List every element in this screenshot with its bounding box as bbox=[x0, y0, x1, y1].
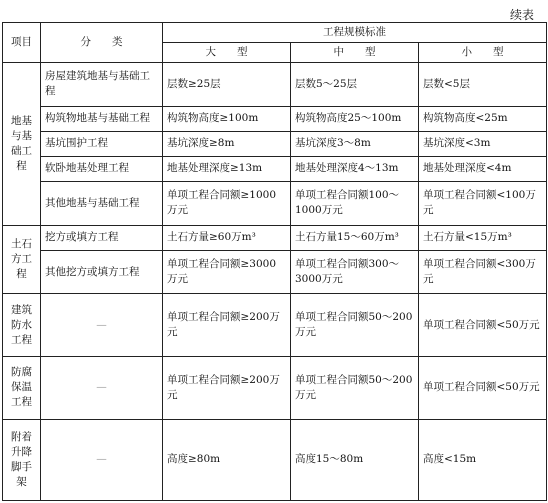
table-row bbox=[3, 181, 547, 225]
cell-medium: 基坑深度3～8m bbox=[291, 131, 419, 156]
cell-medium: 高度15～80m bbox=[291, 419, 419, 500]
cell-category: 房屋建筑地基与基础工程 bbox=[41, 63, 163, 107]
cell-large: 高度≥80m bbox=[163, 419, 291, 500]
group-scaffold: 附着升降脚手架 bbox=[3, 419, 41, 500]
table-row bbox=[3, 225, 547, 250]
table-row bbox=[3, 131, 547, 156]
header-large: 大 型 bbox=[163, 43, 291, 63]
header-small: 小 型 bbox=[419, 43, 547, 63]
cell-category: 其他地基与基础工程 bbox=[41, 181, 163, 225]
group-foundation: 地基与基础工程 bbox=[3, 63, 41, 226]
table-row bbox=[3, 106, 547, 131]
cell-large: 构筑物高度≥100m bbox=[163, 106, 291, 131]
cell-medium: 单项工程合同额300～3000万元 bbox=[291, 250, 419, 294]
cell-small: 地基处理深度<4m bbox=[419, 156, 547, 181]
cell-category: — bbox=[41, 357, 163, 420]
cell-category: — bbox=[41, 419, 163, 500]
cell-medium: 土石方量15～60万m³ bbox=[291, 225, 419, 250]
cell-medium: 地基处理深度4～13m bbox=[291, 156, 419, 181]
cell-medium: 构筑物高度25～100m bbox=[291, 106, 419, 131]
header-category: 分 类 bbox=[41, 23, 163, 63]
cell-large: 地基处理深度≥13m bbox=[163, 156, 291, 181]
table-caption: 续表 bbox=[509, 8, 534, 22]
cell-large: 单项工程合同额≥200万元 bbox=[163, 294, 291, 357]
cell-small: 层数<5层 bbox=[419, 63, 547, 107]
cell-large: 基坑深度≥8m bbox=[163, 131, 291, 156]
cell-category: 构筑物地基与基础工程 bbox=[41, 106, 163, 131]
group-waterproof: 建筑防水工程 bbox=[3, 294, 41, 357]
header-medium: 中 型 bbox=[291, 43, 419, 63]
table-row bbox=[3, 419, 547, 500]
cell-small: 高度<15m bbox=[419, 419, 547, 500]
group-anticorrosion: 防腐保温工程 bbox=[3, 357, 41, 420]
cell-medium: 层数5～25层 bbox=[291, 63, 419, 107]
table-row bbox=[3, 63, 547, 107]
engineering-scale-table bbox=[2, 22, 547, 501]
cell-medium: 单项工程合同额50～200万元 bbox=[291, 294, 419, 357]
header-standard: 工程规模标准 bbox=[163, 23, 547, 43]
table-row bbox=[3, 156, 547, 181]
cell-large: 土石方量≥60万m³ bbox=[163, 225, 291, 250]
cell-small: 构筑物高度<25m bbox=[419, 106, 547, 131]
cell-large: 单项工程合同额≥200万元 bbox=[163, 357, 291, 420]
cell-medium: 单项工程合同额100～1000万元 bbox=[291, 181, 419, 225]
cell-category: 软卧地基处理工程 bbox=[41, 156, 163, 181]
header-row bbox=[3, 23, 547, 43]
cell-small: 单项工程合同额<100万元 bbox=[419, 181, 547, 225]
cell-medium: 单项工程合同额50～200万元 bbox=[291, 357, 419, 420]
cell-category: — bbox=[41, 294, 163, 357]
cell-small: 单项工程合同额<50万元 bbox=[419, 294, 547, 357]
header-project: 项目 bbox=[3, 23, 41, 63]
cell-category: 其他挖方或填方工程 bbox=[41, 250, 163, 294]
cell-small: 基坑深度<3m bbox=[419, 131, 547, 156]
cell-large: 单项工程合同额≥3000万元 bbox=[163, 250, 291, 294]
cell-large: 层数≥25层 bbox=[163, 63, 291, 107]
group-earthwork: 土石方工程 bbox=[3, 225, 41, 294]
table-row bbox=[3, 294, 547, 357]
table-row bbox=[3, 357, 547, 420]
cell-category: 挖方或填方工程 bbox=[41, 225, 163, 250]
cell-category: 基坑围护工程 bbox=[41, 131, 163, 156]
cell-small: 单项工程合同额<50万元 bbox=[419, 357, 547, 420]
cell-small: 土石方量<15万m³ bbox=[419, 225, 547, 250]
cell-large: 单项工程合同额≥1000万元 bbox=[163, 181, 291, 225]
table-row bbox=[3, 250, 547, 294]
cell-small: 单项工程合同额<300万元 bbox=[419, 250, 547, 294]
